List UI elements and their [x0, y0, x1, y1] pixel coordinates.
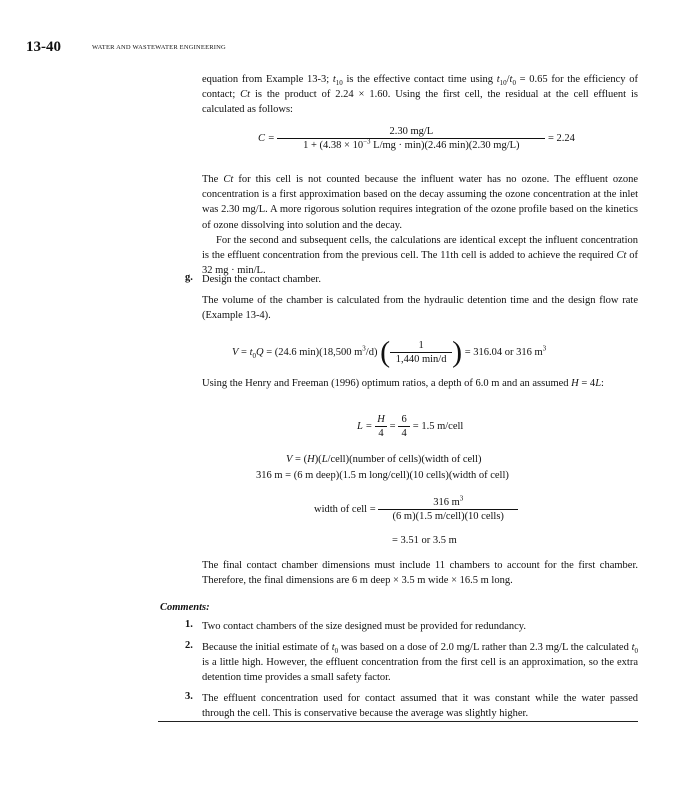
paragraph-subsequent-cells: For the second and subsequent cells, the calculations are identical except the influent concentration is the effluent concentration from the previous cell. The 11th cell is added to achieve the required Ct of 32 mg · min/L. — [202, 235, 638, 277]
paragraph-ct-first-cell: The Ct for this cell is not counted because the influent water has no ozone. The effluent ozone concentration is a first approximation based on the decay assuming the ozone concentration at the inlet was 2.30 mg/L. A more rigorous solution requires integration of the ozone profile based on the kinetics of ozone dissolving into solution and the decay. — [202, 174, 639, 231]
equation-cell-length: L = $\frac{H}{4}$ = $\frac{6}{4}$ = 1.5 m/cell — [357, 414, 464, 439]
equation-volume-substituted: 316 m = (6 m deep)(1.5 m long/cell)(10 cells)(width of cell) — [256, 470, 509, 481]
comment-1-text: Two contact chambers of the size designed must be provided for redundancy. — [202, 621, 526, 632]
comment-1-label: 1. — [185, 619, 193, 630]
equation-chamber-volume: $V = t_0Q = (24.6$ min)(18,500 $m^3/d$) ( $\frac{1}{1,440 \min/d}$ ) = 316.04 or 316 $m^3$ — [232, 335, 547, 369]
equation-volume-dimensions: V = (H)(L/cell)(number of cells)(width of cell) — [286, 454, 482, 465]
paragraph-final-dimensions: The final contact chamber dimensions must include 11 chambers to account for the first chamber. Therefore, the final dimensions are 6 m deep × 3.5 m wide × 16.5 m long. — [202, 560, 638, 587]
comment-3-label: 3. — [185, 691, 193, 702]
comment-2-label: 2. — [185, 640, 193, 651]
equation-residual-concentration: C = $\frac{2.30 mg/L}{1 + (4.38 \times 10^{-3} L/mg \cdot \min)(2.46 \min)(2.30 mg/L)}$ = 2.24 — [258, 126, 575, 151]
running-header: WATER AND WASTEWATER ENGINEERING — [92, 44, 226, 51]
item-g-title: Design the contact chamber. — [202, 274, 321, 285]
paragraph-chamber-volume: The volume of the chamber is calculated from the hydraulic detention time and the design flow rate (Example 13-4). — [202, 295, 638, 322]
comment-2-text: Because the initial estimate of $t_0$ was based on a dose of 2.0 mg/L rather than 2.3 mg/L the calculated $t_0$ is a little high. However, the effluent concentration from the first cell is an approximation, so the extra detention time provides a small safety factor. — [202, 642, 638, 684]
item-g-label: g. — [185, 272, 193, 283]
equation-cell-width: width of cell = $\frac{316 m^3}{\text{(6 m)(1.5 m/cell)(10 cells)}}$ — [314, 497, 518, 522]
paragraph-henry-freeman: Using the Henry and Freeman (1996) optimum ratios, a depth of 6.0 m and an assumed H = 4L: — [202, 378, 604, 389]
comment-3-text: The effluent concentration used for contact assumed that it was constant while the water passed through the cell. This is conservative because the average was slightly higher. — [202, 693, 638, 720]
page-number: 13-40 — [26, 39, 61, 55]
end-of-example-rule — [158, 721, 638, 722]
comments-heading: Comments: — [160, 602, 210, 613]
paragraph-effective-contact-time: equation from Example 13-3; $t_{10}$ is the effective contact time using $t_{10}/t_0 = 0.65$ for the efficiency of contact; Ct is the product of 2.24 × 1.60. Using the first cell, the residual at the cell effluent is calculated as follows: — [202, 74, 638, 116]
equation-cell-width-result: = 3.51 or 3.5 m — [392, 535, 457, 546]
